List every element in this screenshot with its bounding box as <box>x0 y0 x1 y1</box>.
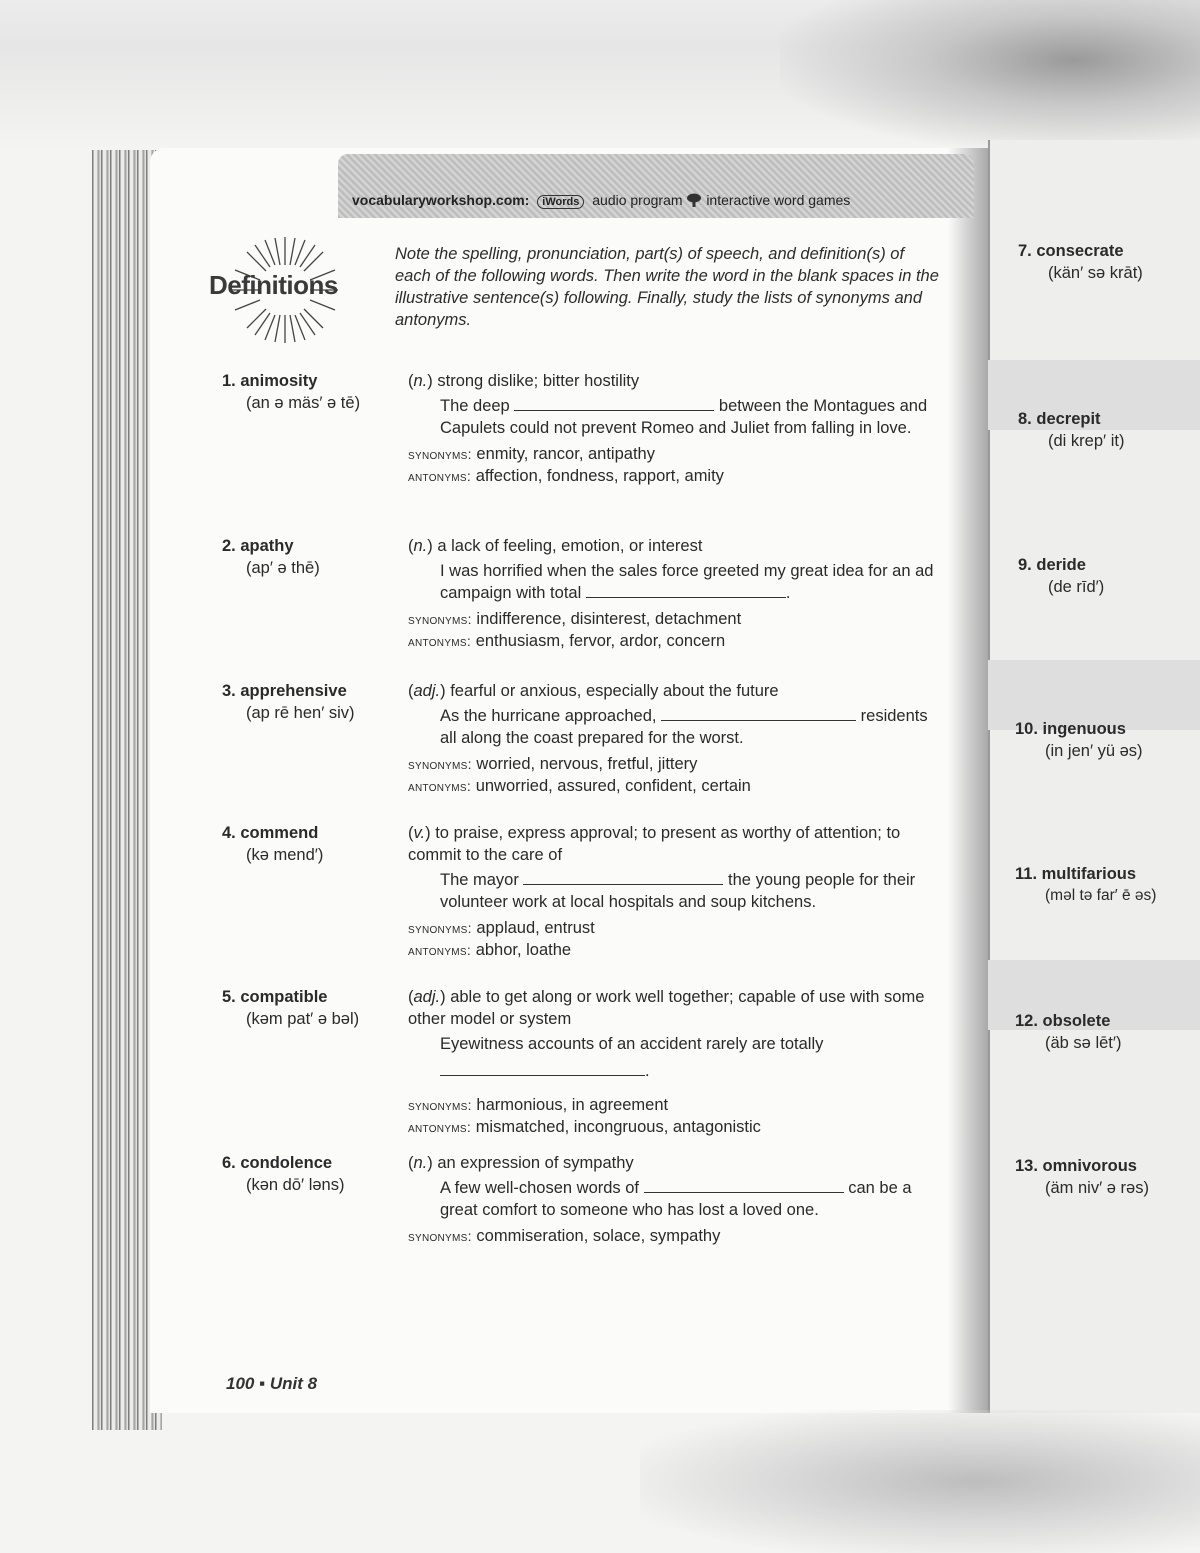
antonyms-list: unworried, assured, confident, certain <box>475 777 751 795</box>
entry-body <box>408 370 938 487</box>
synonyms-line <box>408 608 938 630</box>
entry-term: consecrate <box>1036 242 1124 260</box>
entry-term: ingenuous <box>1042 720 1126 738</box>
entry-headword <box>222 1152 402 1196</box>
entry-term: obsolete <box>1042 1012 1111 1030</box>
definition-text: an expression of sympathy <box>437 1154 634 1172</box>
entry-pronunciation: (de rīd′) <box>1048 578 1105 596</box>
website-banner-text <box>352 192 850 209</box>
answer-blank[interactable] <box>523 870 723 885</box>
answer-blank[interactable] <box>644 1178 844 1193</box>
antonyms-label: antonyms: <box>408 633 472 649</box>
antonyms-label: antonyms: <box>408 468 472 484</box>
entry-pronunciation: (äb sə lēt′) <box>1045 1034 1122 1052</box>
entry-pronunciation: (ap′ ə thē) <box>246 559 320 577</box>
synonyms-label: synonyms: <box>408 611 472 627</box>
right-vocab-entry <box>1018 554 1198 598</box>
entry-pronunciation: (kəm pat′ ə bəl) <box>246 1010 360 1028</box>
page-gutter-shadow <box>948 148 988 1413</box>
entry-body <box>408 680 938 797</box>
sentence-start: The mayor <box>440 871 519 889</box>
illustrative-sentence <box>408 1033 938 1082</box>
entry-headword <box>222 822 402 866</box>
entry-definition: (adj.) able to get along or work well together; capable of use with some other model or system <box>408 988 925 1028</box>
antonyms-label: antonyms: <box>408 942 472 958</box>
sentence-start: A few well-chosen words of <box>440 1179 640 1197</box>
entry-number: 5. <box>222 988 236 1006</box>
part-of-speech: adj. <box>413 988 441 1006</box>
antonyms-line <box>408 465 938 487</box>
illustrative-sentence <box>408 395 938 439</box>
entry-pronunciation: (kə mend′) <box>246 846 324 864</box>
sentence-start: Eyewitness accounts of an accident rarely are totally <box>440 1035 824 1053</box>
sentence-end: can be a great comfort to someone who has lost a loved one. <box>440 1179 912 1219</box>
definition-text: fearful or anxious, especially about the future <box>450 682 779 700</box>
part-of-speech: n. <box>413 1154 428 1172</box>
part-of-speech: v. <box>413 824 426 842</box>
definition-text: strong dislike; bitter hostility <box>437 372 640 390</box>
entry-headword <box>222 680 402 724</box>
audio-program-label: audio program <box>592 192 683 208</box>
entry-headword <box>222 535 402 579</box>
answer-blank[interactable] <box>440 1061 645 1076</box>
entry-definition: (adj.) fearful or anxious, especially about the future <box>408 682 779 700</box>
illustrative-sentence <box>408 705 938 749</box>
entry-term: commend <box>240 824 319 842</box>
entry-definition: (n.) strong dislike; bitter hostility <box>408 372 640 390</box>
section-title: Definitions <box>209 270 338 300</box>
entry-term: apathy <box>240 537 294 555</box>
entry-pronunciation: (kən dō′ ləns) <box>246 1176 345 1194</box>
entry-number: 11. <box>1015 865 1038 883</box>
entry-pronunciation: (an ə mäs′ ə tē) <box>246 394 361 412</box>
synonyms-line <box>408 1225 938 1247</box>
synonyms-list: worried, nervous, fretful, jittery <box>476 755 698 773</box>
definition-text: a lack of feeling, emotion, or interest <box>437 537 703 555</box>
entry-number: 4. <box>222 824 236 842</box>
sentence-start: As the hurricane approached, <box>440 707 657 725</box>
scan-shadow-top <box>780 0 1200 150</box>
game-controller-icon <box>686 193 702 207</box>
illustrative-sentence <box>408 869 938 913</box>
word-games-label: interactive word games <box>706 192 851 208</box>
answer-blank[interactable] <box>661 706 856 721</box>
entry-number: 6. <box>222 1154 236 1172</box>
antonyms-line <box>408 1116 938 1138</box>
sentence-start: I was horrified when the sales force greeted my great idea for an ad campaign with total <box>440 562 934 602</box>
unit-label: Unit 8 <box>269 1374 318 1393</box>
entry-pronunciation: (ap rē hen′ siv) <box>246 704 355 722</box>
antonyms-list: enthusiasm, fervor, ardor, concern <box>475 632 726 650</box>
synonyms-list: indifference, disinterest, detachment <box>476 610 742 628</box>
entry-definition: (n.) a lack of feeling, emotion, or interest <box>408 537 703 555</box>
entry-number: 8. <box>1018 410 1032 428</box>
entry-pronunciation: (di krep′ it) <box>1048 432 1125 450</box>
part-of-speech: n. <box>413 372 428 390</box>
synonyms-line <box>408 753 938 775</box>
answer-blank[interactable] <box>586 583 786 598</box>
synonyms-list: enmity, rancor, antipathy <box>476 445 655 463</box>
iwords-badge: iWords <box>537 195 584 209</box>
entry-pronunciation: (äm niv′ ə rəs) <box>1045 1179 1149 1197</box>
right-page <box>988 140 1200 1413</box>
entry-body <box>408 1152 938 1247</box>
sentence-end: the young people for their volunteer work at local hospitals and soup kitchens. <box>440 871 916 911</box>
footer-separator: ▪ <box>259 1374 266 1393</box>
synonyms-label: synonyms: <box>408 1097 472 1113</box>
sentence-end: between the Montagues and Capulets could not prevent Romeo and Juliet from falling in love. <box>440 397 928 437</box>
synonyms-list: commiseration, solace, sympathy <box>476 1227 721 1245</box>
entry-number: 1. <box>222 372 236 390</box>
definition-text: to praise, express approval; to present as worthy of attention; to commit to the care of <box>408 824 901 864</box>
antonyms-list: abhor, loathe <box>475 941 572 959</box>
synonyms-list: applaud, entrust <box>476 919 595 937</box>
synonyms-line <box>408 917 938 939</box>
entry-definition: (v.) to praise, express approval; to present as worthy of attention; to commit to the care of <box>408 824 901 864</box>
page-footer <box>226 1374 317 1394</box>
answer-blank[interactable] <box>514 396 714 411</box>
antonyms-list: mismatched, incongruous, antagonistic <box>475 1118 761 1136</box>
sentence-end: . <box>785 584 791 602</box>
entry-number: 3. <box>222 682 236 700</box>
entry-headword <box>222 370 402 414</box>
entry-number: 13. <box>1015 1157 1038 1175</box>
entry-number: 10. <box>1015 720 1038 738</box>
right-vocab-entry <box>1015 1010 1195 1054</box>
right-vocab-entry <box>1015 718 1195 762</box>
entry-number: 7. <box>1018 242 1032 260</box>
entry-number: 9. <box>1018 556 1032 574</box>
right-vocab-entry <box>1015 863 1195 907</box>
entry-body <box>408 535 938 652</box>
right-vocab-entry <box>1018 408 1198 452</box>
part-of-speech: adj. <box>413 682 441 700</box>
synonyms-line <box>408 443 938 465</box>
illustrative-sentence <box>408 560 938 604</box>
entry-term: decrepit <box>1036 410 1101 428</box>
entry-pronunciation: (kän′ sə krāt) <box>1048 264 1143 282</box>
entry-headword <box>222 986 402 1030</box>
scan-shadow-bottom <box>640 1410 1200 1553</box>
sentence-end: . <box>645 1062 650 1080</box>
synonyms-label: synonyms: <box>408 920 472 936</box>
synonyms-label: synonyms: <box>408 756 472 772</box>
antonyms-list: affection, fondness, rapport, amity <box>475 467 724 485</box>
entry-pronunciation: (in jen′ yü əs) <box>1045 742 1143 760</box>
website-url: vocabularyworkshop.com: <box>352 192 530 208</box>
definition-text: able to get along or work well together; capable of use with some other model or system <box>408 988 925 1028</box>
entry-term: omnivorous <box>1042 1157 1137 1175</box>
entry-term: compatible <box>240 988 328 1006</box>
entry-number: 12. <box>1015 1012 1038 1030</box>
antonyms-label: antonyms: <box>408 1119 472 1135</box>
page-number: 100 <box>226 1374 255 1393</box>
synonyms-list: harmonious, in agreement <box>476 1096 669 1114</box>
entry-term: multifarious <box>1041 865 1137 883</box>
antonyms-line <box>408 630 938 652</box>
synonyms-line <box>408 1094 938 1116</box>
entry-body <box>408 822 938 961</box>
part-of-speech: n. <box>413 537 428 555</box>
entry-pronunciation: (məl tə far′ ē əs) <box>1045 887 1157 904</box>
sentence-start: The deep <box>440 397 510 415</box>
right-vocab-entry <box>1015 1155 1195 1199</box>
instructions: Note the spelling, pronunciation, part(s) of speech, and definition(s) of each of the following words. Then write the word in the blank spaces in the illustrative sentence(s) following. Finally, study the lists of synonyms and antonyms. <box>395 245 939 329</box>
right-vocab-entry <box>1018 240 1198 284</box>
antonyms-line <box>408 775 938 797</box>
synonyms-label: synonyms: <box>408 1228 472 1244</box>
entry-term: animosity <box>240 372 318 390</box>
antonyms-line <box>408 939 938 961</box>
illustrative-sentence <box>408 1177 938 1221</box>
sentence-end: residents all along the coast prepared for the worst. <box>440 707 928 747</box>
entry-term: condolence <box>240 1154 333 1172</box>
entry-definition: (n.) an expression of sympathy <box>408 1154 634 1172</box>
synonyms-label: synonyms: <box>408 446 472 462</box>
entry-number: 2. <box>222 537 236 555</box>
entry-term: apprehensive <box>240 682 347 700</box>
entry-body <box>408 986 938 1138</box>
antonyms-label: antonyms: <box>408 778 472 794</box>
entry-term: deride <box>1036 556 1086 574</box>
